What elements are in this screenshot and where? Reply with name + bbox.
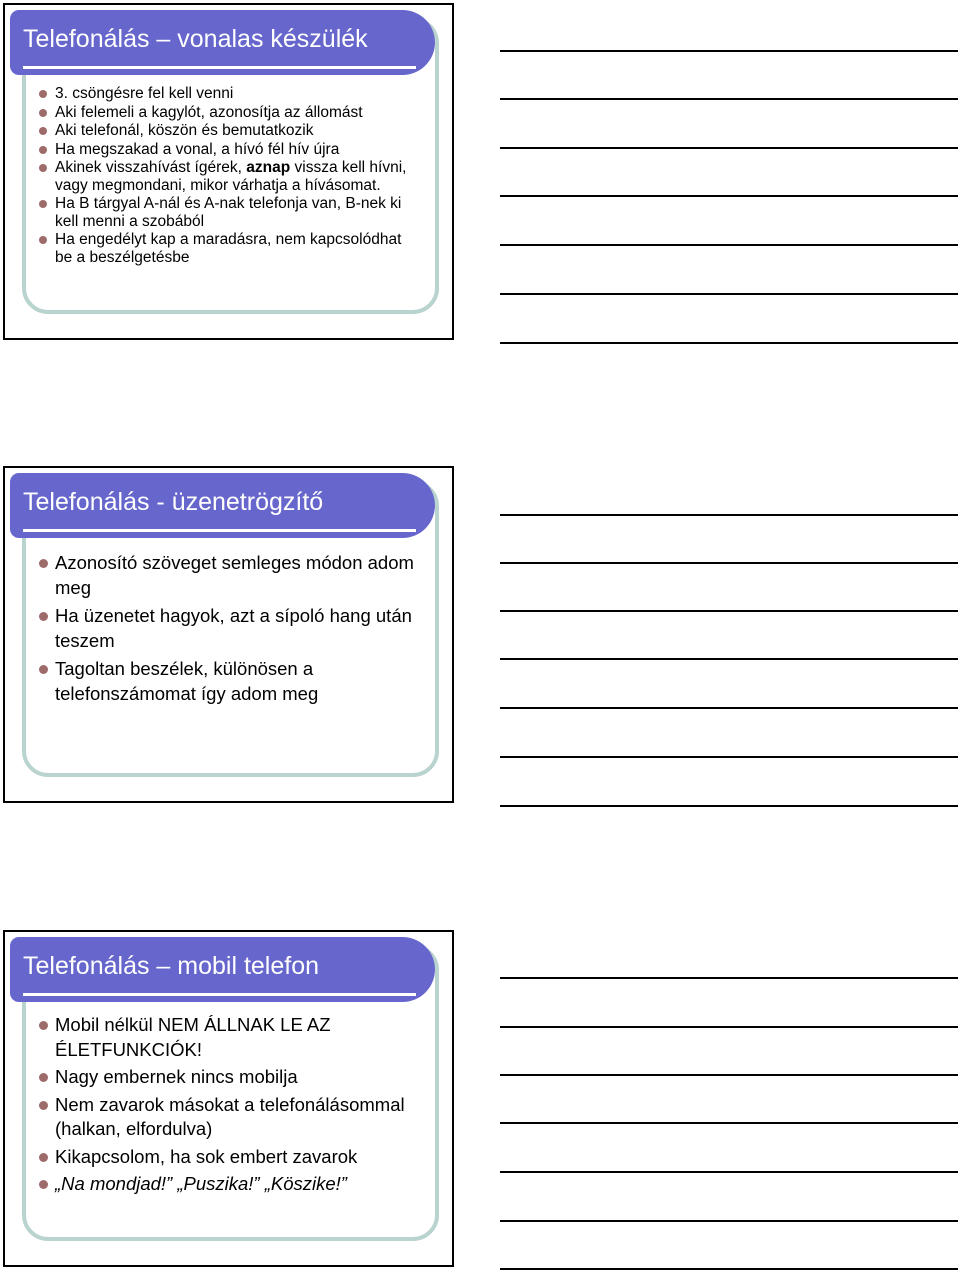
notes-line xyxy=(500,658,958,660)
bullet-item: 3. csöngésre fel kell venni xyxy=(39,85,419,103)
notes-line xyxy=(500,1268,958,1270)
slide-title: Telefonálás – mobil telefon xyxy=(23,952,320,980)
notes-line xyxy=(500,50,958,52)
notes-line xyxy=(500,342,958,344)
slide-2 xyxy=(3,466,454,803)
notes-line xyxy=(500,977,958,979)
notes-line xyxy=(500,195,958,197)
bullet-item: Azonosító szöveget semleges módon adom meg xyxy=(39,551,419,600)
bullet-item: Tagoltan beszélek, különösen a telefonszámomat így adom meg xyxy=(39,657,419,706)
emphasis-text: aznap xyxy=(246,159,291,176)
bullet-list xyxy=(39,85,419,267)
notes-line xyxy=(500,562,958,564)
bullet-item: Mobil nélkül NEM ÁLLNAK LE AZ ÉLETFUNKCIÓK! xyxy=(39,1013,419,1062)
slide-title: Telefonálás - üzenetrögzítő xyxy=(23,488,324,516)
notes-line xyxy=(500,610,958,612)
bullet-item: Aki felemeli a kagylót, azonosítja az állomást xyxy=(39,104,419,122)
slide-1 xyxy=(3,3,454,340)
bullet-item: Ha üzenetet hagyok, azt a sípoló hang után teszem xyxy=(39,604,419,653)
notes-line xyxy=(500,1074,958,1076)
notes-line xyxy=(500,98,958,100)
slide-3 xyxy=(3,930,454,1267)
bullet-item: Ha B tárgyal A-nál és A-nak telefonja van, B-nek ki kell menni a szobából xyxy=(39,195,419,230)
notes-line xyxy=(500,293,958,295)
slide-title-bar xyxy=(10,10,435,75)
notes-line xyxy=(500,147,958,149)
title-underline xyxy=(23,66,416,69)
bullet-item: „Na mondjad!” „Puszika!” „Köszike!” xyxy=(39,1172,419,1197)
bullet-list xyxy=(39,1013,419,1200)
bullet-list xyxy=(39,551,419,710)
notes-line xyxy=(500,1026,958,1028)
notes-line xyxy=(500,1220,958,1222)
bullet-item: Kikapcsolom, ha sok embert zavarok xyxy=(39,1145,419,1170)
notes-line xyxy=(500,1122,958,1124)
bullet-item: Nem zavarok másokat a telefonálásommal (halkan, elfordulva) xyxy=(39,1093,419,1142)
slide-title-bar xyxy=(10,937,435,1002)
bullet-item: Ha megszakad a vonal, a hívó fél hív újra xyxy=(39,141,419,159)
title-underline xyxy=(23,529,416,532)
bullet-item: Aki telefonál, köszön és bemutatkozik xyxy=(39,122,419,140)
bullet-item: Ha engedélyt kap a maradásra, nem kapcsolódhat be a beszélgetésbe xyxy=(39,231,419,266)
notes-line xyxy=(500,707,958,709)
slide-title: Telefonálás – vonalas készülék xyxy=(23,25,368,53)
notes-line xyxy=(500,1171,958,1173)
bullet-item: Nagy embernek nincs mobilja xyxy=(39,1065,419,1090)
title-underline xyxy=(23,993,416,996)
notes-line xyxy=(500,244,958,246)
notes-line xyxy=(500,756,958,758)
bullet-item: Akinek visszahívást ígérek, aznap vissza kell hívni, vagy megmondani, mikor várhatja a hívásomat. xyxy=(39,159,419,194)
slide-title-bar xyxy=(10,473,435,538)
notes-line xyxy=(500,514,958,516)
notes-line xyxy=(500,805,958,807)
